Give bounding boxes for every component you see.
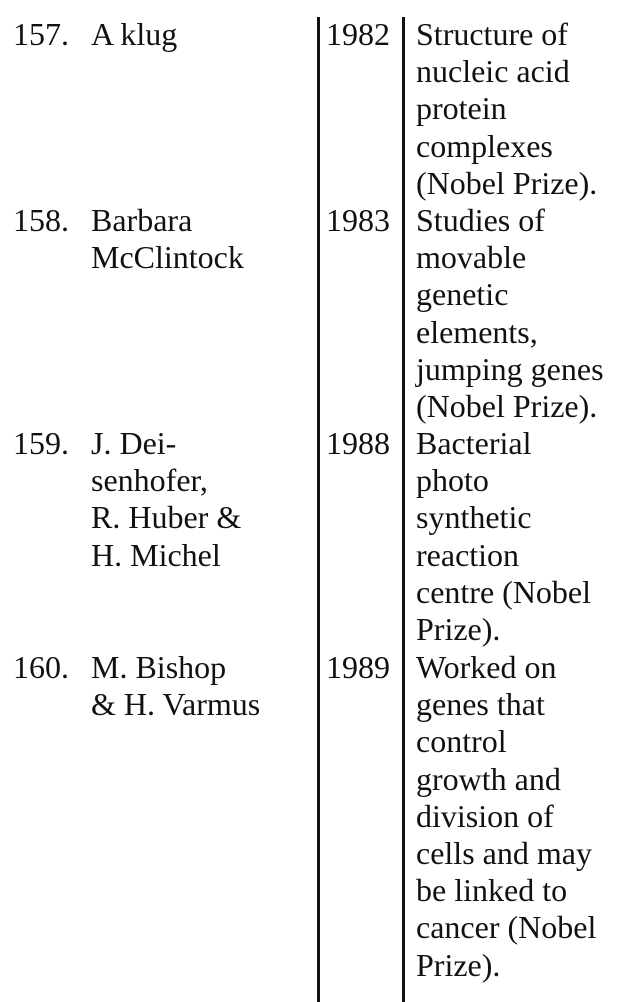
laureate-name-line: McClintock xyxy=(91,239,244,276)
description-line: (Nobel Prize). xyxy=(416,164,598,201)
laureate-name-line: Barbara xyxy=(91,202,193,238)
discovery-description xyxy=(416,649,639,984)
description-line: Worked on xyxy=(416,649,557,685)
discovery-description xyxy=(416,16,639,202)
discovery-description xyxy=(416,202,639,425)
description-line: nucleic acid xyxy=(416,53,570,90)
description-line: Prize). xyxy=(416,610,501,647)
laureate-name-line: J. Dei- xyxy=(91,425,177,461)
laureate-name-line: A klug xyxy=(91,16,178,52)
description-line: be linked to xyxy=(416,872,568,909)
laureate-names xyxy=(91,425,313,574)
description-line: elements, xyxy=(416,313,538,350)
description-line: genes that xyxy=(416,686,545,723)
description-line: cells and may xyxy=(416,834,592,871)
description-line: growth and xyxy=(416,760,561,797)
description-line: protein xyxy=(416,90,507,127)
column-divider-left xyxy=(317,17,320,1002)
entry-number: 159. xyxy=(13,425,69,461)
discovery-description xyxy=(416,425,639,648)
description-line: Prize). xyxy=(416,946,501,983)
award-year: 1989 xyxy=(326,649,390,685)
description-line: reaction xyxy=(416,536,520,573)
column-divider-right xyxy=(402,17,405,1002)
award-year: 1983 xyxy=(326,202,390,238)
laureate-name-line: R. Huber & xyxy=(91,499,242,536)
entry-number: 158. xyxy=(13,202,69,238)
laureate-names xyxy=(91,16,313,53)
laureate-names xyxy=(91,202,313,276)
description-line: movable xyxy=(416,239,527,276)
laureate-name-line: H. Michel xyxy=(91,536,221,573)
description-line: jumping genes xyxy=(416,350,604,387)
entry-number: 157. xyxy=(13,16,69,52)
award-year: 1988 xyxy=(326,425,390,461)
entry-number: 160. xyxy=(13,649,69,685)
award-year: 1982 xyxy=(326,16,390,52)
laureate-name-line: senhofer, xyxy=(91,462,208,499)
laureate-names xyxy=(91,649,313,723)
laureate-name-line: & H. Varmus xyxy=(91,686,261,723)
laureate-name-line: M. Bishop xyxy=(91,649,227,685)
description-line: Studies of xyxy=(416,202,545,238)
description-line: complexes xyxy=(416,127,553,164)
description-line: synthetic xyxy=(416,499,532,536)
description-line: photo xyxy=(416,462,489,499)
description-line: Structure of xyxy=(416,16,568,52)
description-line: division of xyxy=(416,797,554,834)
description-line: centre (Nobel xyxy=(416,573,592,610)
description-line: cancer (Nobel xyxy=(416,909,597,946)
description-line: (Nobel Prize). xyxy=(416,387,598,424)
description-line: genetic xyxy=(416,276,509,313)
description-line: control xyxy=(416,723,507,760)
description-line: Bacterial xyxy=(416,425,532,461)
